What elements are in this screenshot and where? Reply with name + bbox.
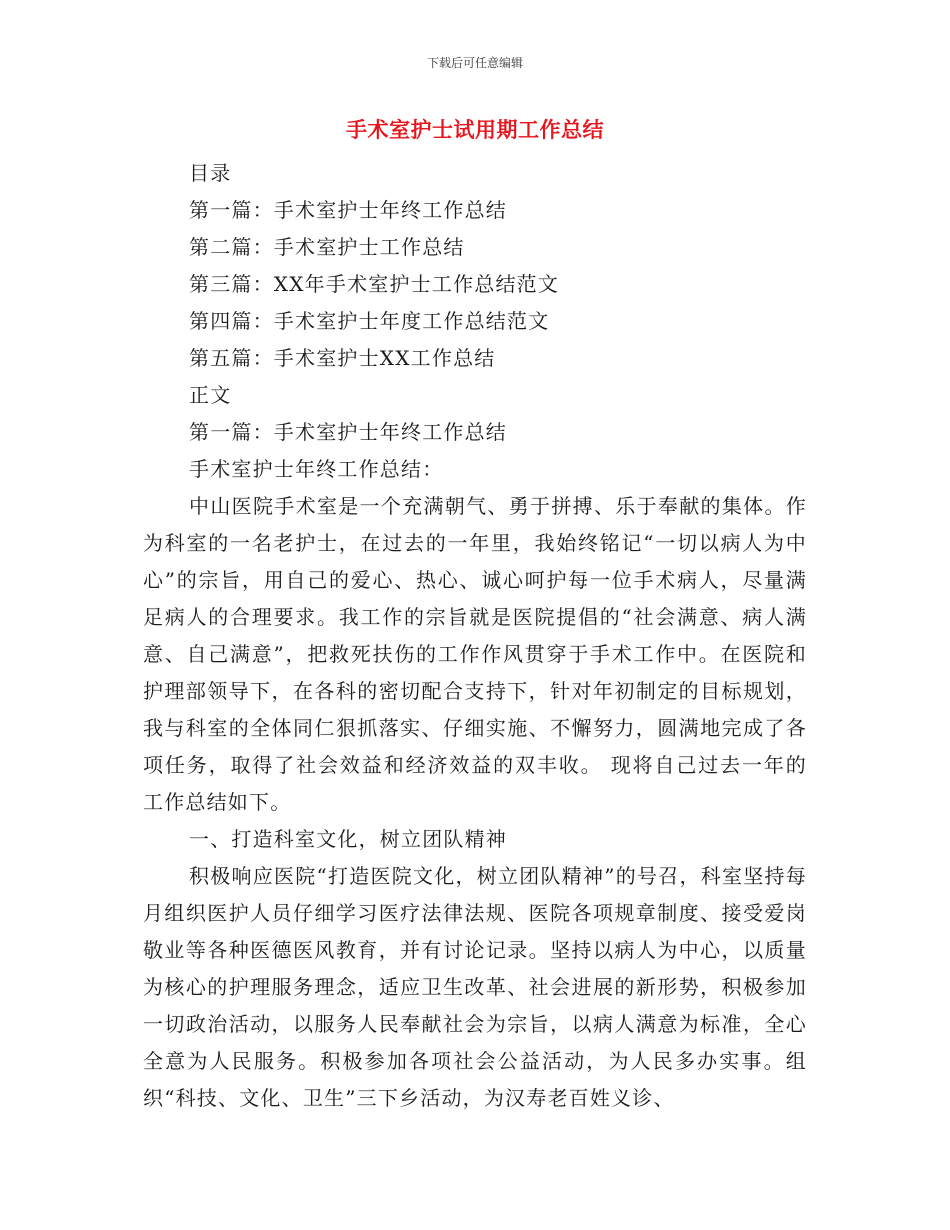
body-heading: 正文 xyxy=(189,383,232,407)
toc-item-1: 第一篇：手术室护士年终工作总结 xyxy=(189,198,507,222)
toc-item-4: 第四篇：手术室护士年度工作总结范文 xyxy=(189,309,550,333)
header-note: 下载后可任意编辑 xyxy=(426,56,523,70)
paragraph-2: 积极响应医院“打造医院文化，树立团队精神”的号召，科室坚持每月组织医护人员仔细学习医疗法律法规、医院各项规章制度、接受爱岗敬业等各种医德医风教育，并有讨论记录。坚持以病人为中心，以质量为核心的护理服务理念，适应卫生改革、社会进展的新形势，积极参加一切政治活动，以服务人民奉献社会为宗旨，以病人满意为标准，全心全意为人民服务。积极参加各项社会公益活动，为人民多办实事。组织“科技、文化、卫生”三下乡活动，为汉寿老百姓义诊、 xyxy=(143,864,807,1110)
document-body xyxy=(143,155,807,1117)
toc-item-2: 第二篇：手术室护士工作总结 xyxy=(189,235,465,259)
document-title: 手术室护士试用期工作总结 xyxy=(346,118,604,142)
part-subtitle: 手术室护士年终工作总结： xyxy=(189,457,444,481)
toc-heading: 目录 xyxy=(189,161,232,185)
paragraph-1: 中山医院手术室是一个充满朝气、勇于拼搏、乐于奉献的集体。作为科室的一名老护士，在过去的一年里，我始终铭记“一切以病人为中心”的宗旨，用自己的爱心、热心、诚心呵护每一位手术病人，尽量满足病人的合理要求。我工作的宗旨就是医院提倡的“社会满意、病人满意、自己满意”，把救死扶伤的工作作风贯穿于手术工作中。在医院和护理部领导下，在各科的密切配合支持下，针对年初制定的目标规划，我与科室的全体同仁狠抓落实、仔细实施、不懈努力，圆满地完成了各项任务，取得了社会效益和经济效益的双丰收。 现将自己过去一年的工作总结如下。 xyxy=(143,494,807,814)
toc-item-3: 第三篇：XX年手术室护士工作总结范文 xyxy=(189,272,560,296)
toc-item-5: 第五篇：手术室护士XX工作总结 xyxy=(189,346,496,370)
section-1-heading: 一、打造科室文化，树立团队精神 xyxy=(189,827,507,851)
part-title: 第一篇：手术室护士年终工作总结 xyxy=(189,420,507,444)
